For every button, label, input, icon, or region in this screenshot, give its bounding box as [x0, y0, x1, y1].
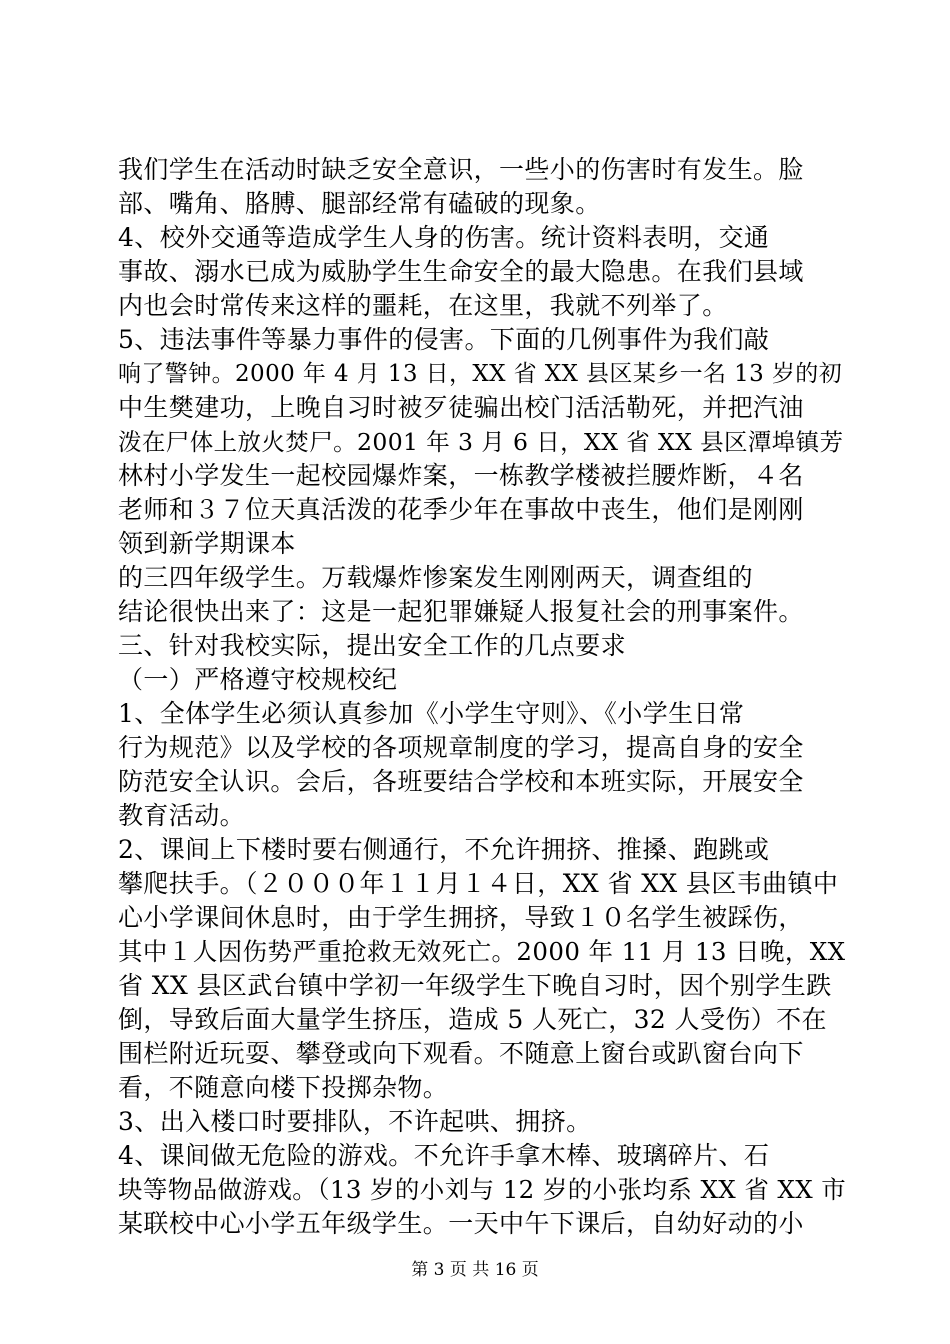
- text-line: 老师和３７位天真活泼的花季少年在事故中丧生，他们是刚刚: [118, 495, 804, 524]
- text-line: 结论很快出来了：这是一起犯罪嫌疑人报复社会的刑事案件。: [118, 597, 804, 626]
- text-line: 看，不随意向楼下投掷杂物。: [118, 1073, 449, 1102]
- text-line: 泼在尸体上放火焚尸。2001 年 3 月 6 日，XX 省 XX 县区潭埠镇芳: [118, 428, 844, 456]
- text-line: 行为规范》以及学校的各项规章制度的学习，提高自身的安全: [118, 733, 804, 762]
- subsection-heading: （一）严格遵守校规校纪: [118, 665, 398, 694]
- text-line: 事故、溺水已成为威胁学生生命安全的最大隐患。在我们县域: [118, 257, 804, 286]
- text-line: 领到新学期课本: [118, 529, 296, 558]
- text-line: 防范安全认识。会后，各班要结合学校和本班实际，开展安全: [118, 767, 804, 796]
- text-line: 的三四年级学生。万载爆炸惨案发生刚刚两天，调查组的: [118, 563, 754, 592]
- text-line: 2、课间上下楼时要右侧通行，不允许拥挤、推搡、跑跳或: [118, 835, 770, 864]
- text-line: 4、校外交通等造成学生人身的伤害。统计资料表明，交通: [118, 223, 770, 252]
- text-line: 响了警钟。2000 年 4 月 13 日，XX 省 XX 县区某乡一名 13 岁的初: [118, 361, 843, 387]
- text-line: 内也会时常传来这样的噩耗，在这里，我就不列举了。: [118, 291, 728, 320]
- text-line: 某联校中心小学五年级学生。一天中午下课后，自幼好动的小: [118, 1209, 804, 1238]
- text-line: 1、全体学生必须认真参加《小学生守则》、《小学生日常: [118, 699, 745, 728]
- text-line: 教育活动。: [118, 801, 246, 830]
- text-line: 省 XX 县区武台镇中学初一年级学生下晚自习时，因个别学生跌: [118, 971, 832, 1000]
- text-line: 4、课间做无危险的游戏。不允许手拿木棒、玻璃碎片、石: [118, 1141, 770, 1170]
- text-line: 其中１人因伤势严重抢救无效死亡。2000 年 11 月 13 日晚，XX: [118, 937, 846, 966]
- text-line: 5、违法事件等暴力事件的侵害。下面的几例事件为我们敲: [118, 325, 770, 354]
- text-line: 倒，导致后面大量学生挤压，造成 5 人死亡，32 人受伤）不在: [118, 1005, 827, 1034]
- text-line: 攀爬扶手。（２０００年１１月１４日，XX 省 XX 县区韦曲镇中: [118, 869, 839, 898]
- text-line: 3、出入楼口时要排队，不许起哄、拥挤。: [118, 1107, 592, 1136]
- page-number-footer: 第 3 页 共 16 页: [411, 1260, 539, 1280]
- section-heading: 三、针对我校实际，提出安全工作的几点要求: [118, 631, 627, 660]
- text-line: 我们学生在活动时缺乏安全意识，一些小的伤害时有发生。脸: [118, 155, 804, 184]
- text-line: 林村小学发生一起校园爆炸案，一栋教学楼被拦腰炸断，４名: [118, 461, 804, 490]
- text-line: 中生樊建功，上晚自习时被歹徒骗出校门活活勒死，并把汽油: [118, 393, 804, 422]
- text-line: 心小学课间休息时，由于学生拥挤，导致１０名学生被踩伤，: [118, 903, 804, 932]
- text-line: 部、嘴角、胳膊、腿部经常有磕破的现象。: [118, 189, 601, 218]
- text-line: 块等物品做游戏。（13 岁的小刘与 12 岁的小张均系 XX 省 XX 市: [118, 1175, 847, 1204]
- text-line: 围栏附近玩耍、攀登或向下观看。不随意上窗台或趴窗台向下: [118, 1039, 804, 1068]
